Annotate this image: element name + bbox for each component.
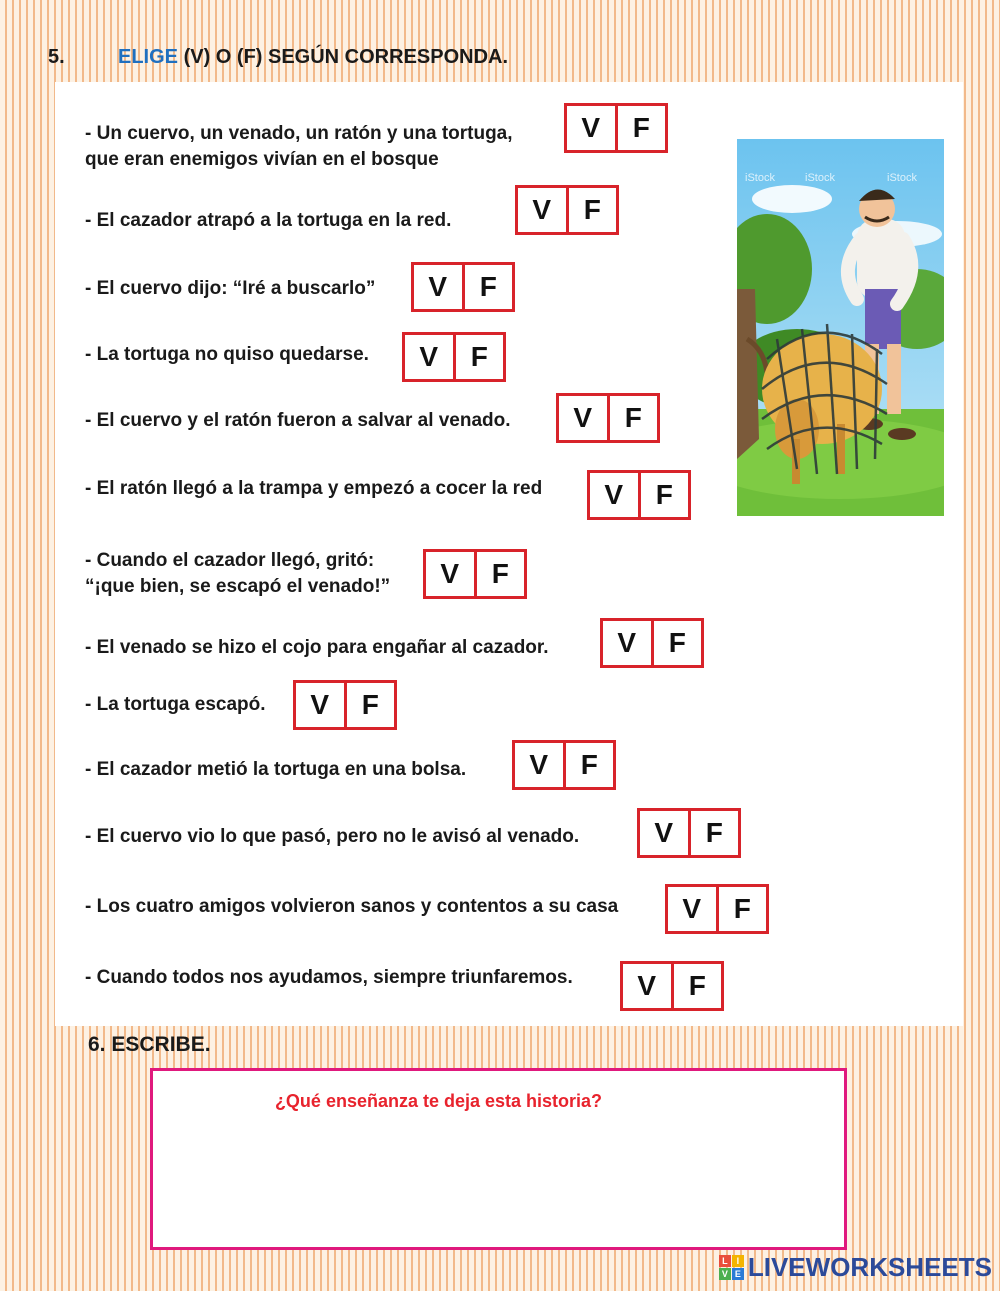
vf-box-13 [620, 961, 724, 1011]
option-true-11[interactable]: V [654, 817, 674, 848]
brand-name: LIVEWORKSHEETS [747, 1252, 992, 1282]
option-true-5[interactable]: V [573, 402, 593, 433]
statement-11: - El cuervo vio lo que pasó, pero no le avisó al venado. [85, 826, 580, 847]
option-true-10[interactable]: V [529, 749, 549, 780]
watermark-3: iStock [887, 172, 917, 184]
vf-box-4 [402, 332, 506, 382]
liveworksheets-icon [719, 1255, 744, 1280]
statement-4: - La tortuga no quiso quedarse. [85, 344, 369, 365]
statement-9: - La tortuga escapó. [85, 694, 266, 715]
option-true-9[interactable]: V [310, 689, 330, 720]
statement-8: - El venado se hizo el cojo para engañar al cazador. [85, 637, 549, 658]
answer-box [150, 1068, 847, 1250]
option-true-4[interactable]: V [419, 341, 439, 372]
statement-2: - El cazador atrapó a la tortuga en la red. [85, 210, 452, 231]
brand-icon-letter-3: V [719, 1268, 731, 1280]
option-false-4[interactable]: F [453, 335, 504, 379]
option-false-10[interactable]: F [563, 743, 614, 787]
vf-box-12 [665, 884, 769, 934]
option-true-1[interactable]: V [581, 112, 601, 143]
option-true-7[interactable]: V [440, 558, 460, 589]
section-5-instruction: (V) O (F) SEGÚN CORRESPONDA. [178, 46, 509, 68]
option-true-2[interactable]: V [532, 194, 552, 225]
option-false-13[interactable]: F [671, 964, 722, 1008]
option-false-8[interactable]: F [651, 621, 702, 665]
story-illustration [737, 139, 944, 516]
brand-icon-letter-1: L [719, 1255, 731, 1267]
option-false-11[interactable]: F [688, 811, 739, 855]
vf-box-11 [637, 808, 741, 858]
option-true-13[interactable]: V [637, 970, 657, 1001]
vf-box-7 [423, 549, 527, 599]
option-false-12[interactable]: F [716, 887, 767, 931]
vf-box-9 [293, 680, 397, 730]
vf-box-1 [564, 103, 668, 153]
hunter-deer-net-image [737, 139, 944, 516]
option-false-2[interactable]: F [566, 188, 617, 232]
option-false-7[interactable]: F [474, 552, 525, 596]
answer-input[interactable] [163, 1123, 837, 1245]
section-5-number: 5. [48, 46, 65, 68]
vf-box-3 [411, 262, 515, 312]
liveworksheets-logo [719, 1252, 992, 1283]
option-true-6[interactable]: V [604, 479, 624, 510]
option-true-8[interactable]: V [617, 627, 637, 658]
answer-prompt: ¿Qué enseñanza te deja esta historia? [274, 1091, 603, 1111]
section-6-heading: 6. ESCRIBE. [88, 1033, 211, 1056]
watermark-2: iStock [805, 172, 835, 184]
statement-12: - Los cuatro amigos volvieron sanos y contentos a su casa [85, 896, 619, 917]
watermark-1: iStock [745, 172, 775, 184]
statement-6: - El ratón llegó a la trampa y empezó a cocer la red [85, 478, 543, 499]
statement-3: - El cuervo dijo: “Iré a buscarlo” [85, 278, 376, 299]
option-true-3[interactable]: V [428, 271, 448, 302]
section-5-heading [48, 46, 508, 69]
statement-7: - Cuando el cazador llegó, gritó: “¡que bien, se escapó el venado!” [85, 550, 391, 597]
statement-13: - Cuando todos nos ayudamos, siempre triunfaremos. [85, 967, 573, 988]
option-true-12[interactable]: V [682, 893, 702, 924]
option-false-5[interactable]: F [607, 396, 658, 440]
statement-10: - El cazador metió la tortuga en una bolsa. [85, 759, 467, 780]
brand-icon-letter-4: E [732, 1268, 744, 1280]
option-false-1[interactable]: F [615, 106, 666, 150]
option-false-3[interactable]: F [462, 265, 513, 309]
vf-box-10 [512, 740, 616, 790]
section-5-keyword: ELIGE [118, 46, 179, 68]
vf-box-5 [556, 393, 660, 443]
statement-5: - El cuervo y el ratón fueron a salvar al venado. [85, 410, 511, 431]
statement-1: - Un cuervo, un venado, un ratón y una tortuga, que eran enemigos vivían en el bosque [85, 123, 513, 170]
vf-box-2 [515, 185, 619, 235]
brand-icon-letter-2: I [732, 1255, 744, 1267]
vf-box-8 [600, 618, 704, 668]
option-false-9[interactable]: F [344, 683, 395, 727]
vf-box-6 [587, 470, 691, 520]
option-false-6[interactable]: F [638, 473, 689, 517]
